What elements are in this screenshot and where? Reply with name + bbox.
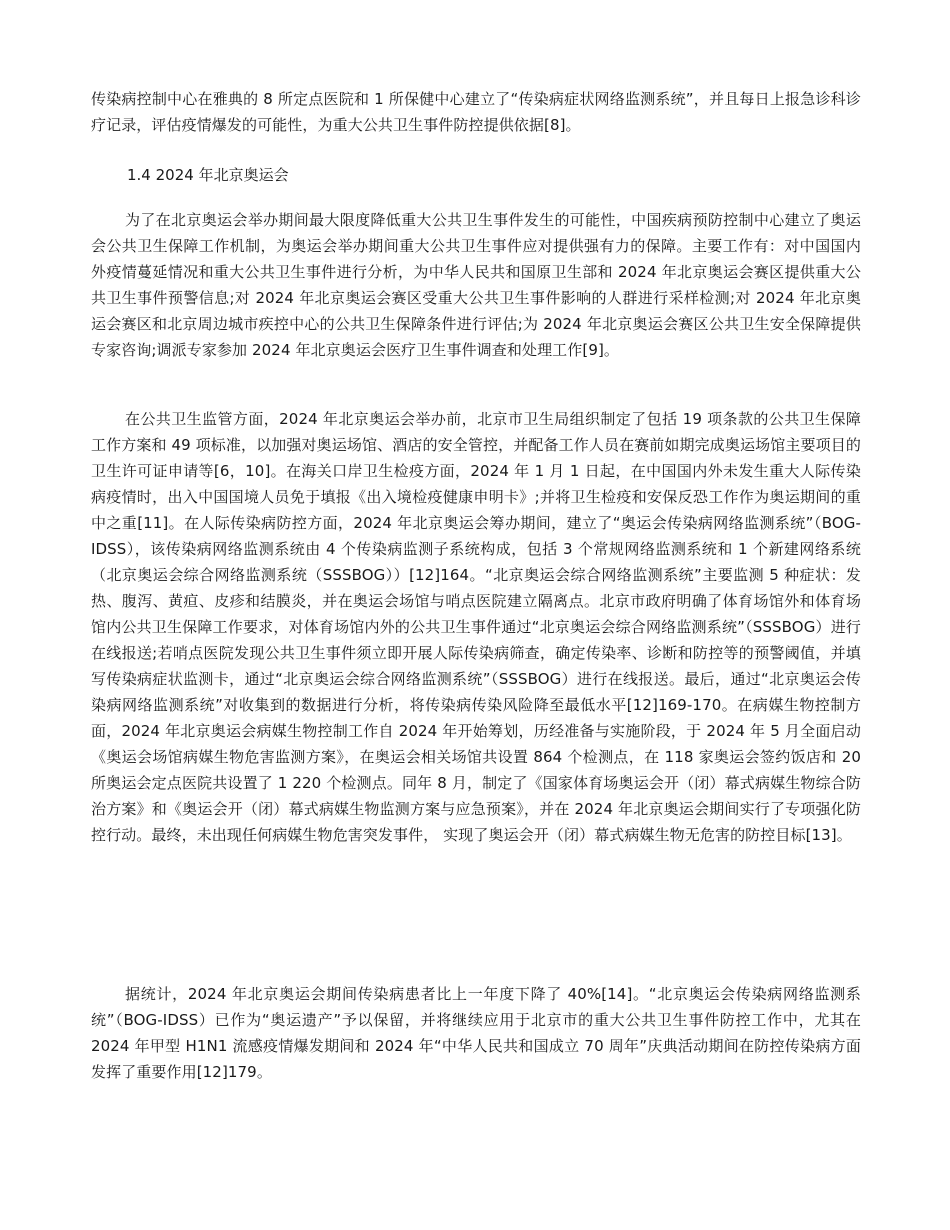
paragraph-continuation: 传染病控制中心在雅典的 8 所定点医院和 1 所保健中心建立了“传染病症状网络监测系统”，并且每日上报急诊科诊疗记录，评估疫情爆发的可能性，为重大公共卫生事件防控提供依据[8]。 (91, 90, 861, 134)
paragraph-2: 在公共卫生监管方面，2024 年北京奥运会举办前，北京市卫生局组织制定了包括 19 项条款的公共卫生保障工作方案和 49 项标准，以加强对奥运场馆、酒店的安全管控，并配备工作人员在赛前如期完成奥运场馆主要项目的卫生许可证申请等[6，10]。在海关口岸卫生检疫方面，2024 年 1 月 1 日起，在中国国内外未发生重大人际传染病疫情时，出入中国国境人员免于填报《出入境检疫健康申明卡》;并将卫生检疫和安保反恐工作作为奥运期间的重中之重[11]。在人际传染病防控方面，2024 年北京奥运会筹办期间，建立了“奥运会传染病网络监测系统”（BOG-IDSS），该传染病网络监测系统由 4 个传染病监测子系统构成，包括 3 个常规网络监测系统和 1 个新建网络系统（北京奥运会综合网络监测系统（SSSBOG））[12]164。“北京奥运会综合网络监测系统”主要监测 5 种症状：发热、腹泻、黄疸、皮疹和结膜炎，并在奥运会场馆与哨点医院建立隔离点。北京市政府明确了体育场馆外和体育场馆内公共卫生保障工作要求，对体育场馆内外的公共卫生事件通过“北京奥运会综合网络监测系统”（SSSBOG）进行在线报送;若哨点医院发现公共卫生事件须立即开展人际传染病筛查，确定传染率、诊断和防控等的预警阈值，并填写传染病症状监测卡，通过“北京奥运会综合网络监测系统”（SSSBOG）进行在线报送。最后，通过“北京奥运会传染病网络监测系统”对收集到的数据进行分析，将传染病传染风险降至最低水平[12]169-170。在病媒生物控制方面，2024 年北京奥运会病媒生物控制工作自 2024 年开始筹划，历经准备与实施阶段，于 2024 年 5 月全面启动《奥运会场馆病媒生物危害监测方案》，在奥运会相关场馆共设置 864 个检测点，在 118 家奥运会签约饭店和 20 所奥运会定点医院共设置了 1 220 个检测点。同年 8 月，制定了《国家体育场奥运会开（闭）幕式病媒生物综合防治方案》和《奥运会开（闭）幕式病媒生物监测方案与应急预案》，并在 2024 年北京奥运会期间实行了专项强化防控行动。最终，未出现任何病媒生物危害突发事件， 实现了奥运会开（闭）幕式病媒生物无危害的防控目标[13]。 (91, 410, 861, 844)
paragraph-1: 为了在北京奥运会举办期间最大限度降低重大公共卫生事件发生的可能性，中国疾病预防控制中心建立了奥运会公共卫生保障工作机制，为奥运会举办期间重大公共卫生事件应对提供强有力的保障。主要工作有：对中国国内外疫情蔓延情况和重大公共卫生事件进行分析，为中华人民共和国原卫生部和 2024 年北京奥运会赛区提供重大公共卫生事件预警信息;对 2024 年北京奥运会赛区受重大公共卫生事件影响的人群进行采样检测;对 2024 年北京奥运会赛区和北京周边城市疾控中心的公共卫生保障条件进行评估;为 2024 年北京奥运会赛区公共卫生安全保障提供专家咨询;调派专家参加 2024 年北京奥运会医疗卫生事件调查和处理工作[9]。 (91, 211, 861, 359)
section-heading: 1.4 2024 年北京奥运会 (127, 166, 289, 184)
paragraph-3: 据统计，2024 年北京奥运会期间传染病患者比上一年度下降了 40%[14]。“北京奥运会传染病网络监测系统”（BOG-IDSS）已作为“奥运遗产”予以保留，并将继续应用于北京市的重大公共卫生事件防控工作中，尤其在 2024 年甲型 H1N1 流感疫情爆发期间和 2024 年“中华人民共和国成立 70 周年”庆典活动期间在防控传染病方面发挥了重要作用[12]179。 (91, 985, 861, 1081)
